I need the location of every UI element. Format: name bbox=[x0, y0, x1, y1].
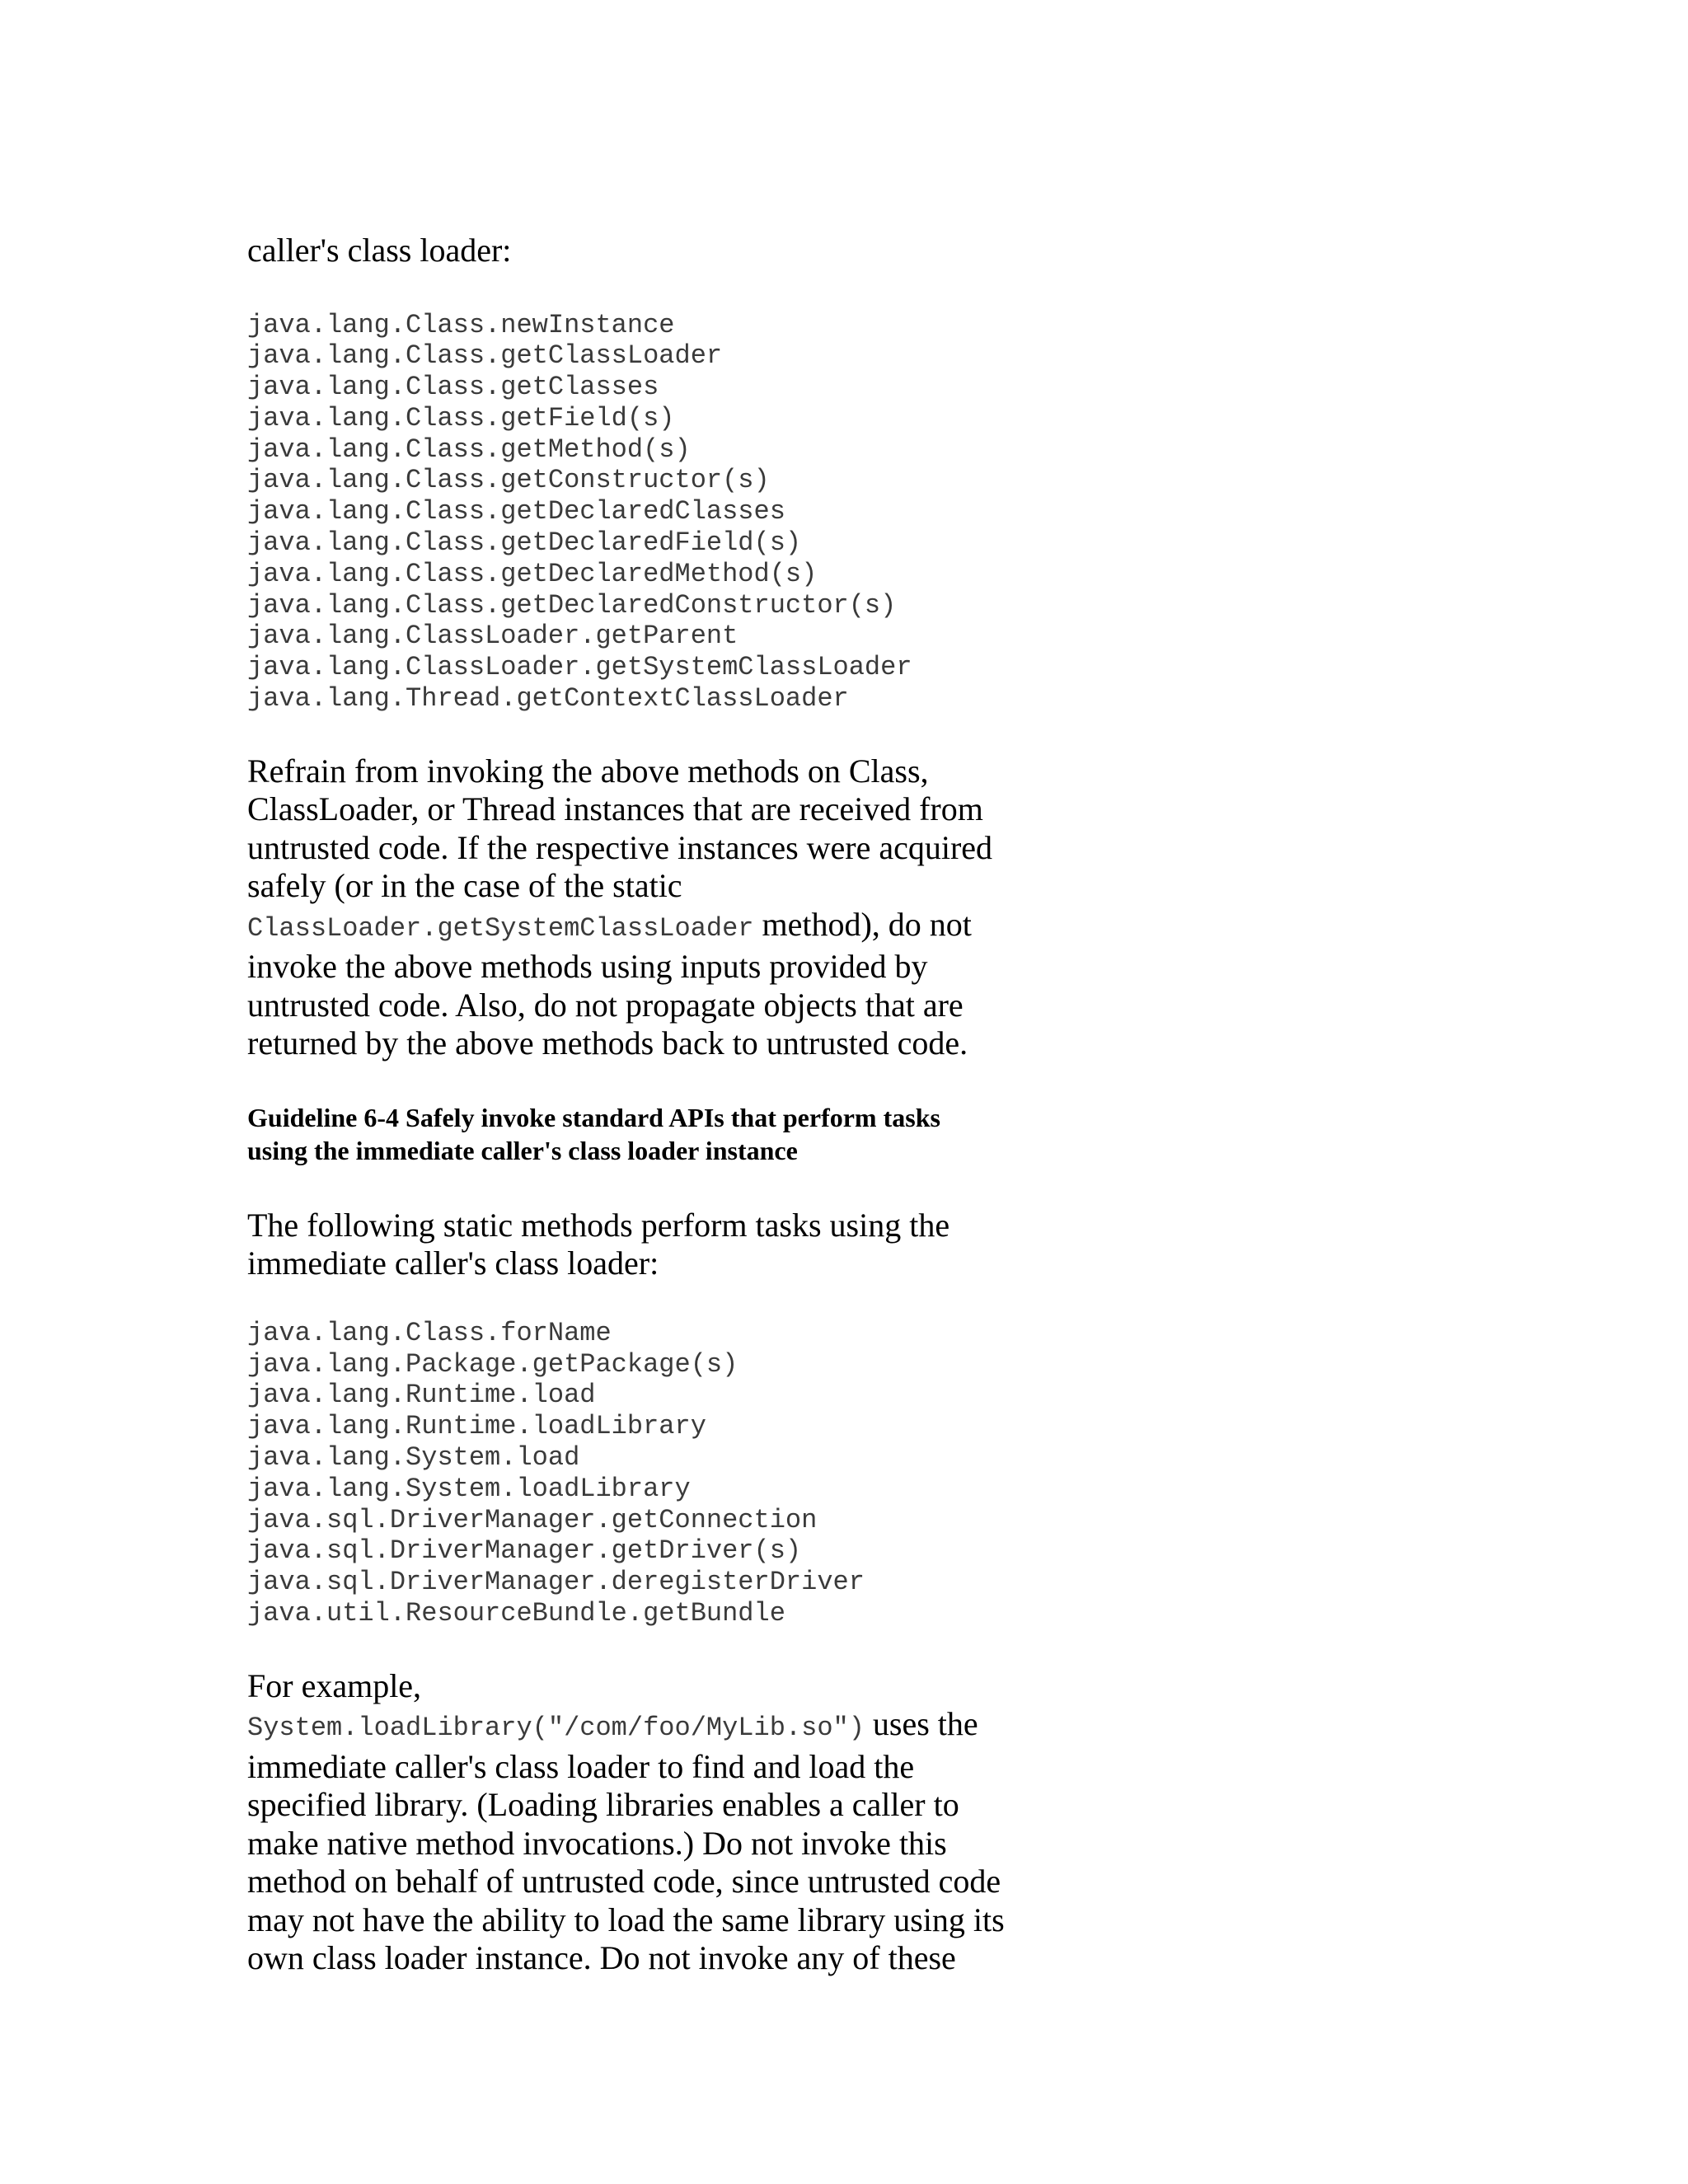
heading-line: using the immediate caller's class loader instance bbox=[247, 1135, 798, 1165]
paragraph-line bbox=[247, 906, 1055, 949]
paragraph-line: untrusted code. If the respective instances were acquired bbox=[247, 828, 993, 866]
code-list-item: java.lang.Class.getDeclaredConstructor(s) bbox=[247, 589, 897, 621]
code-list-item: java.sql.DriverManager.getConnection bbox=[247, 1504, 818, 1535]
code-list-item: java.lang.Class.forName bbox=[247, 1317, 612, 1348]
guideline-heading bbox=[247, 1101, 1055, 1167]
code-list-item: java.lang.ClassLoader.getParent bbox=[247, 621, 738, 652]
code-list-item: java.lang.Class.newInstance bbox=[247, 309, 675, 340]
code-list-item: java.lang.Class.getDeclaredMethod(s) bbox=[247, 558, 818, 589]
paragraph-line: may not have the ability to load the same library using its bbox=[247, 1900, 1005, 1938]
paragraph-line: For example, bbox=[247, 1666, 422, 1704]
paragraph-line bbox=[247, 1705, 1055, 1748]
code-list-item: java.lang.Package.getPackage(s) bbox=[247, 1348, 738, 1380]
paragraph-line: specified library. (Loading libraries enables a caller to bbox=[247, 1786, 959, 1824]
paragraph-line: method on behalf of untrusted code, since untrusted code bbox=[247, 1863, 1001, 1900]
code-list-item: java.util.ResourceBundle.getBundle bbox=[247, 1598, 785, 1629]
paragraph-line: Refrain from invoking the above methods on Class, bbox=[247, 752, 929, 790]
paragraph-text: uses the bbox=[864, 1705, 978, 1743]
code-list-item: java.lang.Class.getClassLoader bbox=[247, 340, 723, 372]
code-list-item: java.lang.Class.getConstructor(s) bbox=[247, 465, 770, 496]
intro-text: caller's class loader: bbox=[247, 232, 512, 269]
static-methods-paragraph bbox=[247, 1207, 1055, 1283]
paragraph-line: returned by the above methods back to untrusted code. bbox=[247, 1024, 968, 1062]
code-list-item: java.lang.Class.getMethod(s) bbox=[247, 434, 691, 465]
example-paragraph bbox=[247, 1667, 1055, 1978]
refrain-paragraph bbox=[247, 752, 1055, 1063]
code-list-item: java.lang.Class.getDeclaredField(s) bbox=[247, 527, 802, 559]
code-list-item: java.lang.System.load bbox=[247, 1442, 580, 1474]
code-list-item: java.lang.Thread.getContextClassLoader bbox=[247, 683, 849, 715]
intro-line bbox=[247, 232, 1055, 270]
code-list-item: java.sql.DriverManager.deregisterDriver bbox=[247, 1567, 865, 1598]
paragraph-line: ClassLoader, or Thread instances that are received from bbox=[247, 790, 983, 828]
code-list-item: java.lang.Class.getField(s) bbox=[247, 402, 675, 434]
class-loader-method-list bbox=[247, 310, 1055, 715]
paragraph-text: method), do not bbox=[753, 905, 972, 943]
heading-line: Guideline 6-4 Safely invoke standard APIs that perform tasks bbox=[247, 1102, 940, 1132]
code-list-item: java.lang.Runtime.load bbox=[247, 1380, 596, 1411]
paragraph-line: make native method invocations.) Do not invoke this bbox=[247, 1824, 947, 1862]
static-method-list bbox=[247, 1318, 1055, 1629]
document-page bbox=[247, 232, 1055, 1978]
paragraph-line: The following static methods perform tasks using the bbox=[247, 1206, 950, 1244]
paragraph-line: immediate caller's class loader: bbox=[247, 1244, 659, 1282]
paragraph-line: invoke the above methods using inputs provided by bbox=[247, 948, 928, 986]
paragraph-line: untrusted code. Also, do not propagate objects that are bbox=[247, 986, 964, 1024]
paragraph-line: own class loader instance. Do not invoke any of these bbox=[247, 1939, 956, 1977]
code-list-item: java.lang.Runtime.loadLibrary bbox=[247, 1411, 706, 1442]
paragraph-line: safely (or in the case of the static bbox=[247, 867, 682, 905]
code-list-item: java.lang.ClassLoader.getSystemClassLoader bbox=[247, 652, 912, 683]
code-list-item: java.lang.Class.getClasses bbox=[247, 372, 659, 403]
paragraph-line: immediate caller's class loader to find and load the bbox=[247, 1747, 915, 1785]
inline-code: System.loadLibrary("/com/foo/MyLib.so") bbox=[247, 1713, 865, 1744]
code-list-item: java.lang.Class.getDeclaredClasses bbox=[247, 496, 785, 527]
inline-code: ClassLoader.getSystemClassLoader bbox=[247, 912, 754, 944]
code-list-item: java.lang.System.loadLibrary bbox=[247, 1473, 691, 1504]
code-list-item: java.sql.DriverManager.getDriver(s) bbox=[247, 1535, 802, 1567]
